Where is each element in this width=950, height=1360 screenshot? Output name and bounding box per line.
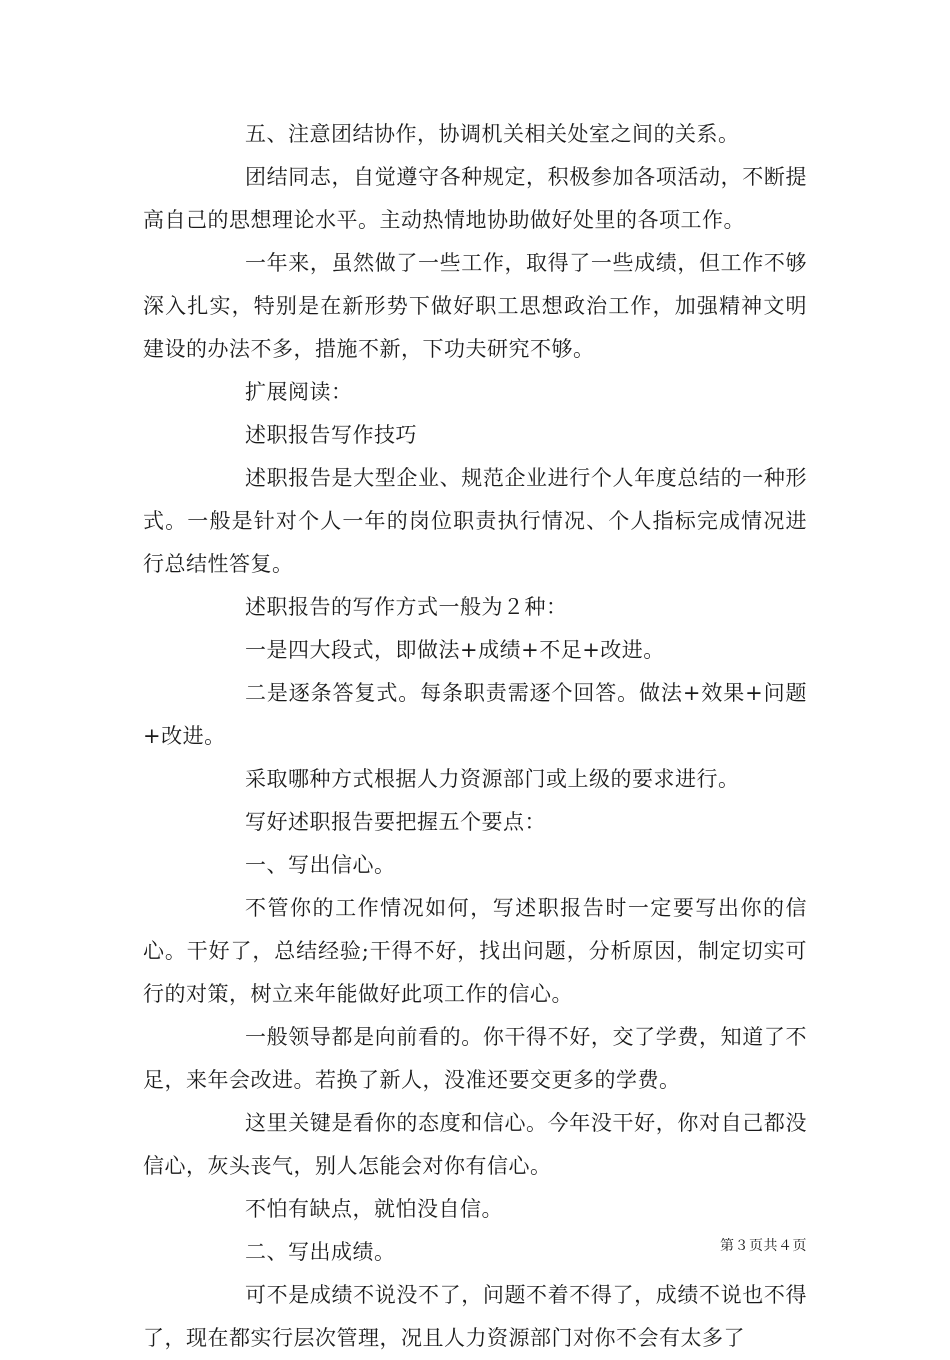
- paragraph: 一、写出信心。: [245, 853, 396, 877]
- paragraph: 扩展阅读：: [245, 380, 353, 404]
- paragraph: 写好述职报告要把握五个要点：: [245, 810, 546, 834]
- section-heading: 述职报告写作技巧: [245, 423, 417, 447]
- paragraph: 一年来，虽然做了一些工作，取得了一些成绩，但工作不够深入扎实，特别是在新形势下做好职工思想政治工作，加强精神文明建设的办法不多，措施不新，下功夫研究不够。: [143, 251, 807, 361]
- paragraph: 一般领导都是向前看的。你干得不好，交了学费，知道了不足，来年会改进。若换了新人，没准还要交更多的学费。: [143, 1025, 807, 1092]
- paragraph: 不怕有缺点，就怕没自信。: [245, 1197, 503, 1221]
- page-number: 第３页共４页: [720, 1238, 807, 1254]
- paragraph: 采取哪种方式根据人力资源部门或上级的要求进行。: [245, 767, 740, 791]
- paragraph: 述职报告的写作方式一般为２种：: [245, 595, 568, 619]
- paragraph: 二、写出成绩。: [245, 1240, 396, 1264]
- document-body: [143, 113, 807, 1360]
- paragraph: 二是逐条答复式。每条职责需逐个回答。做法+效果+问题+改进。: [143, 681, 807, 748]
- paragraph: 一是四大段式，即做法+成绩+不足+改进。: [245, 638, 665, 662]
- paragraph: 团结同志，自觉遵守各种规定，积极参加各项活动，不断提高自己的思想理论水平。主动热情地协助做好处里的各项工作。: [143, 165, 807, 232]
- paragraph: 五、注意团结协作，协调机关相关处室之间的关系。: [245, 122, 740, 146]
- paragraph: 这里关键是看你的态度和信心。今年没干好，你对自己都没信心，灰头丧气，别人怎能会对你有信心。: [143, 1111, 807, 1178]
- paragraph: 不管你的工作情况如何，写述职报告时一定要写出你的信心。干好了，总结经验;干得不好，找出问题，分析原因，制定切实可行的对策，树立来年能做好此项工作的信心。: [143, 896, 807, 1006]
- paragraph: 述职报告是大型企业、规范企业进行个人年度总结的一种形式。一般是针对个人一年的岗位职责执行情况、个人指标完成情况进行总结性答复。: [143, 466, 807, 576]
- paragraph: 可不是成绩不说没不了，问题不着不得了，成绩不说也不得了，现在都实行层次管理，况且人力资源部门对你不会有太多了: [143, 1283, 807, 1350]
